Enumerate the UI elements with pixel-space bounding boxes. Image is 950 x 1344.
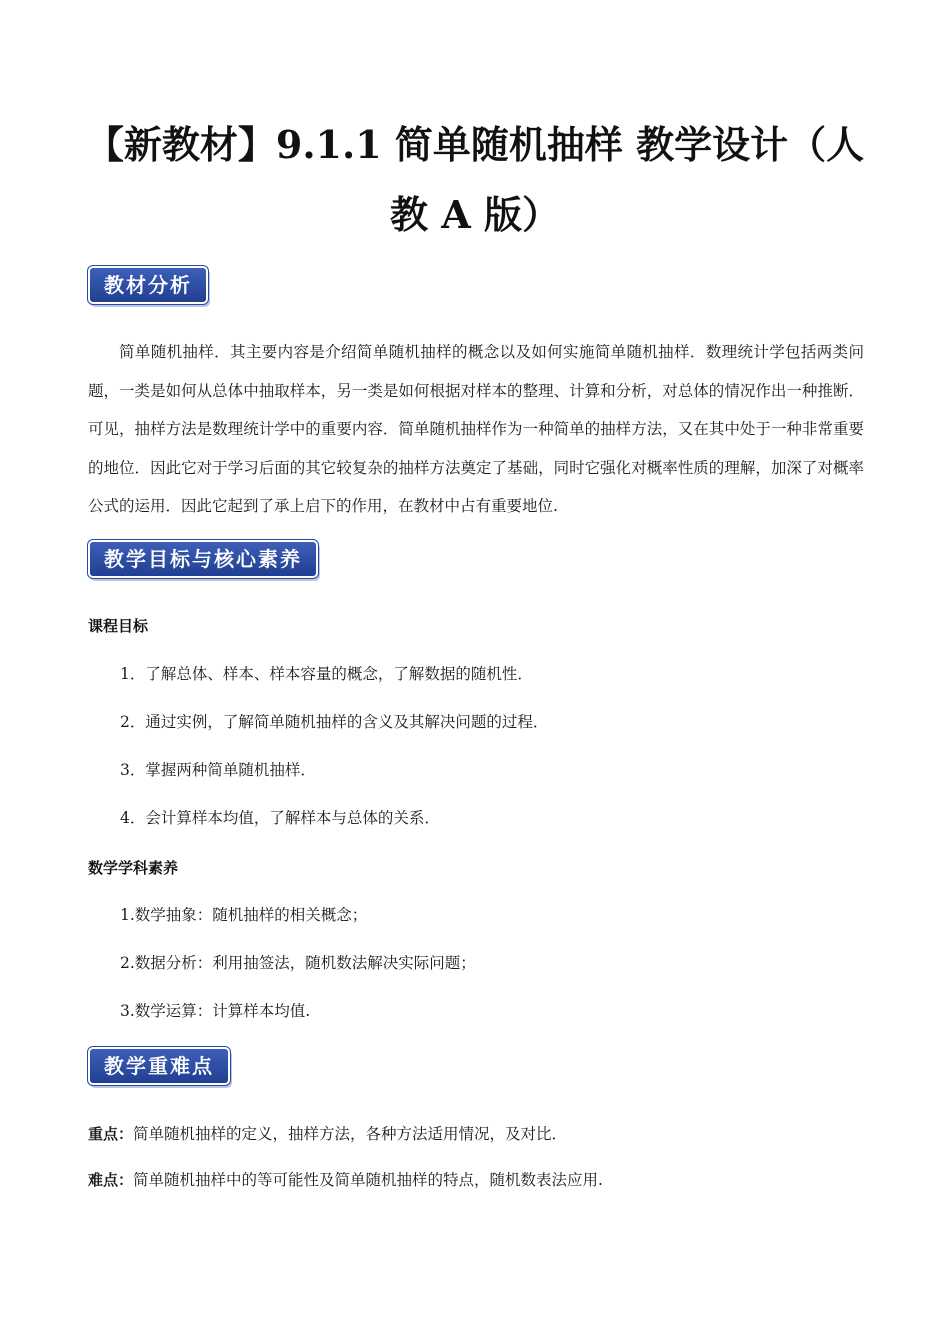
section-badge-analysis: 教材分析 bbox=[88, 266, 208, 304]
key-point-text: 简单随机抽样的定义，抽样方法，各种方法适用情况，及对比． bbox=[133, 1125, 568, 1143]
literacy-heading: 数学学科素养 bbox=[88, 859, 179, 877]
section-badge-keypoints: 教学重难点 bbox=[88, 1047, 230, 1085]
page-title bbox=[0, 110, 950, 250]
course-goals-heading: 课程目标 bbox=[88, 617, 149, 635]
key-point-label: 重点： bbox=[88, 1125, 134, 1143]
literacy-item: 1.数学抽象：随机抽样的相关概念； bbox=[120, 906, 368, 924]
difficult-point-line bbox=[88, 1168, 603, 1190]
section-badge-goals: 教学目标与核心素养 bbox=[88, 540, 318, 578]
course-goal-item: 3．掌握两种简单随机抽样． bbox=[120, 761, 316, 779]
difficult-point-label: 难点： bbox=[88, 1171, 134, 1189]
title-line-1: 【新教材】9.1.1 简单随机抽样 教学设计（人 bbox=[85, 122, 865, 167]
course-goal-item: 1．了解总体、样本、样本容量的概念，了解数据的随机性． bbox=[120, 665, 533, 683]
analysis-paragraph: 简单随机抽样．其主要内容是介绍简单随机抽样的概念以及如何实施简单随机抽样．数理统计学包括两类问题，一类是如何从总体中抽取样本，另一类是如何根据对样本的整理、计算和分析，对总体的情况作出一种推断．可见，抽样方法是数理统计学中的重要内容．简单随机抽样作为一种简单的抽样方法，又在其中处于一种非常重要的地位．因此它对于学习后面的其它较复杂的抽样方法奠定了基础，同时它强化对概率性质的理解，加深了对概率公式的运用．因此它起到了承上启下的作用，在教材中占有重要地位. bbox=[88, 343, 864, 515]
difficult-point-text: 简单随机抽样中的等可能性及简单随机抽样的特点，随机数表法应用. bbox=[133, 1171, 603, 1189]
title-line-2: 教 A 版） bbox=[390, 192, 560, 237]
key-point-line bbox=[88, 1122, 567, 1144]
course-goal-item: 4．会计算样本均值，了解样本与总体的关系． bbox=[120, 809, 440, 827]
literacy-item: 3.数学运算：计算样本均值. bbox=[120, 1002, 311, 1020]
course-goal-item: 2．通过实例，了解简单随机抽样的含义及其解决问题的过程． bbox=[120, 713, 549, 731]
literacy-item: 2.数据分析：利用抽签法，随机数法解决实际问题； bbox=[120, 954, 476, 972]
